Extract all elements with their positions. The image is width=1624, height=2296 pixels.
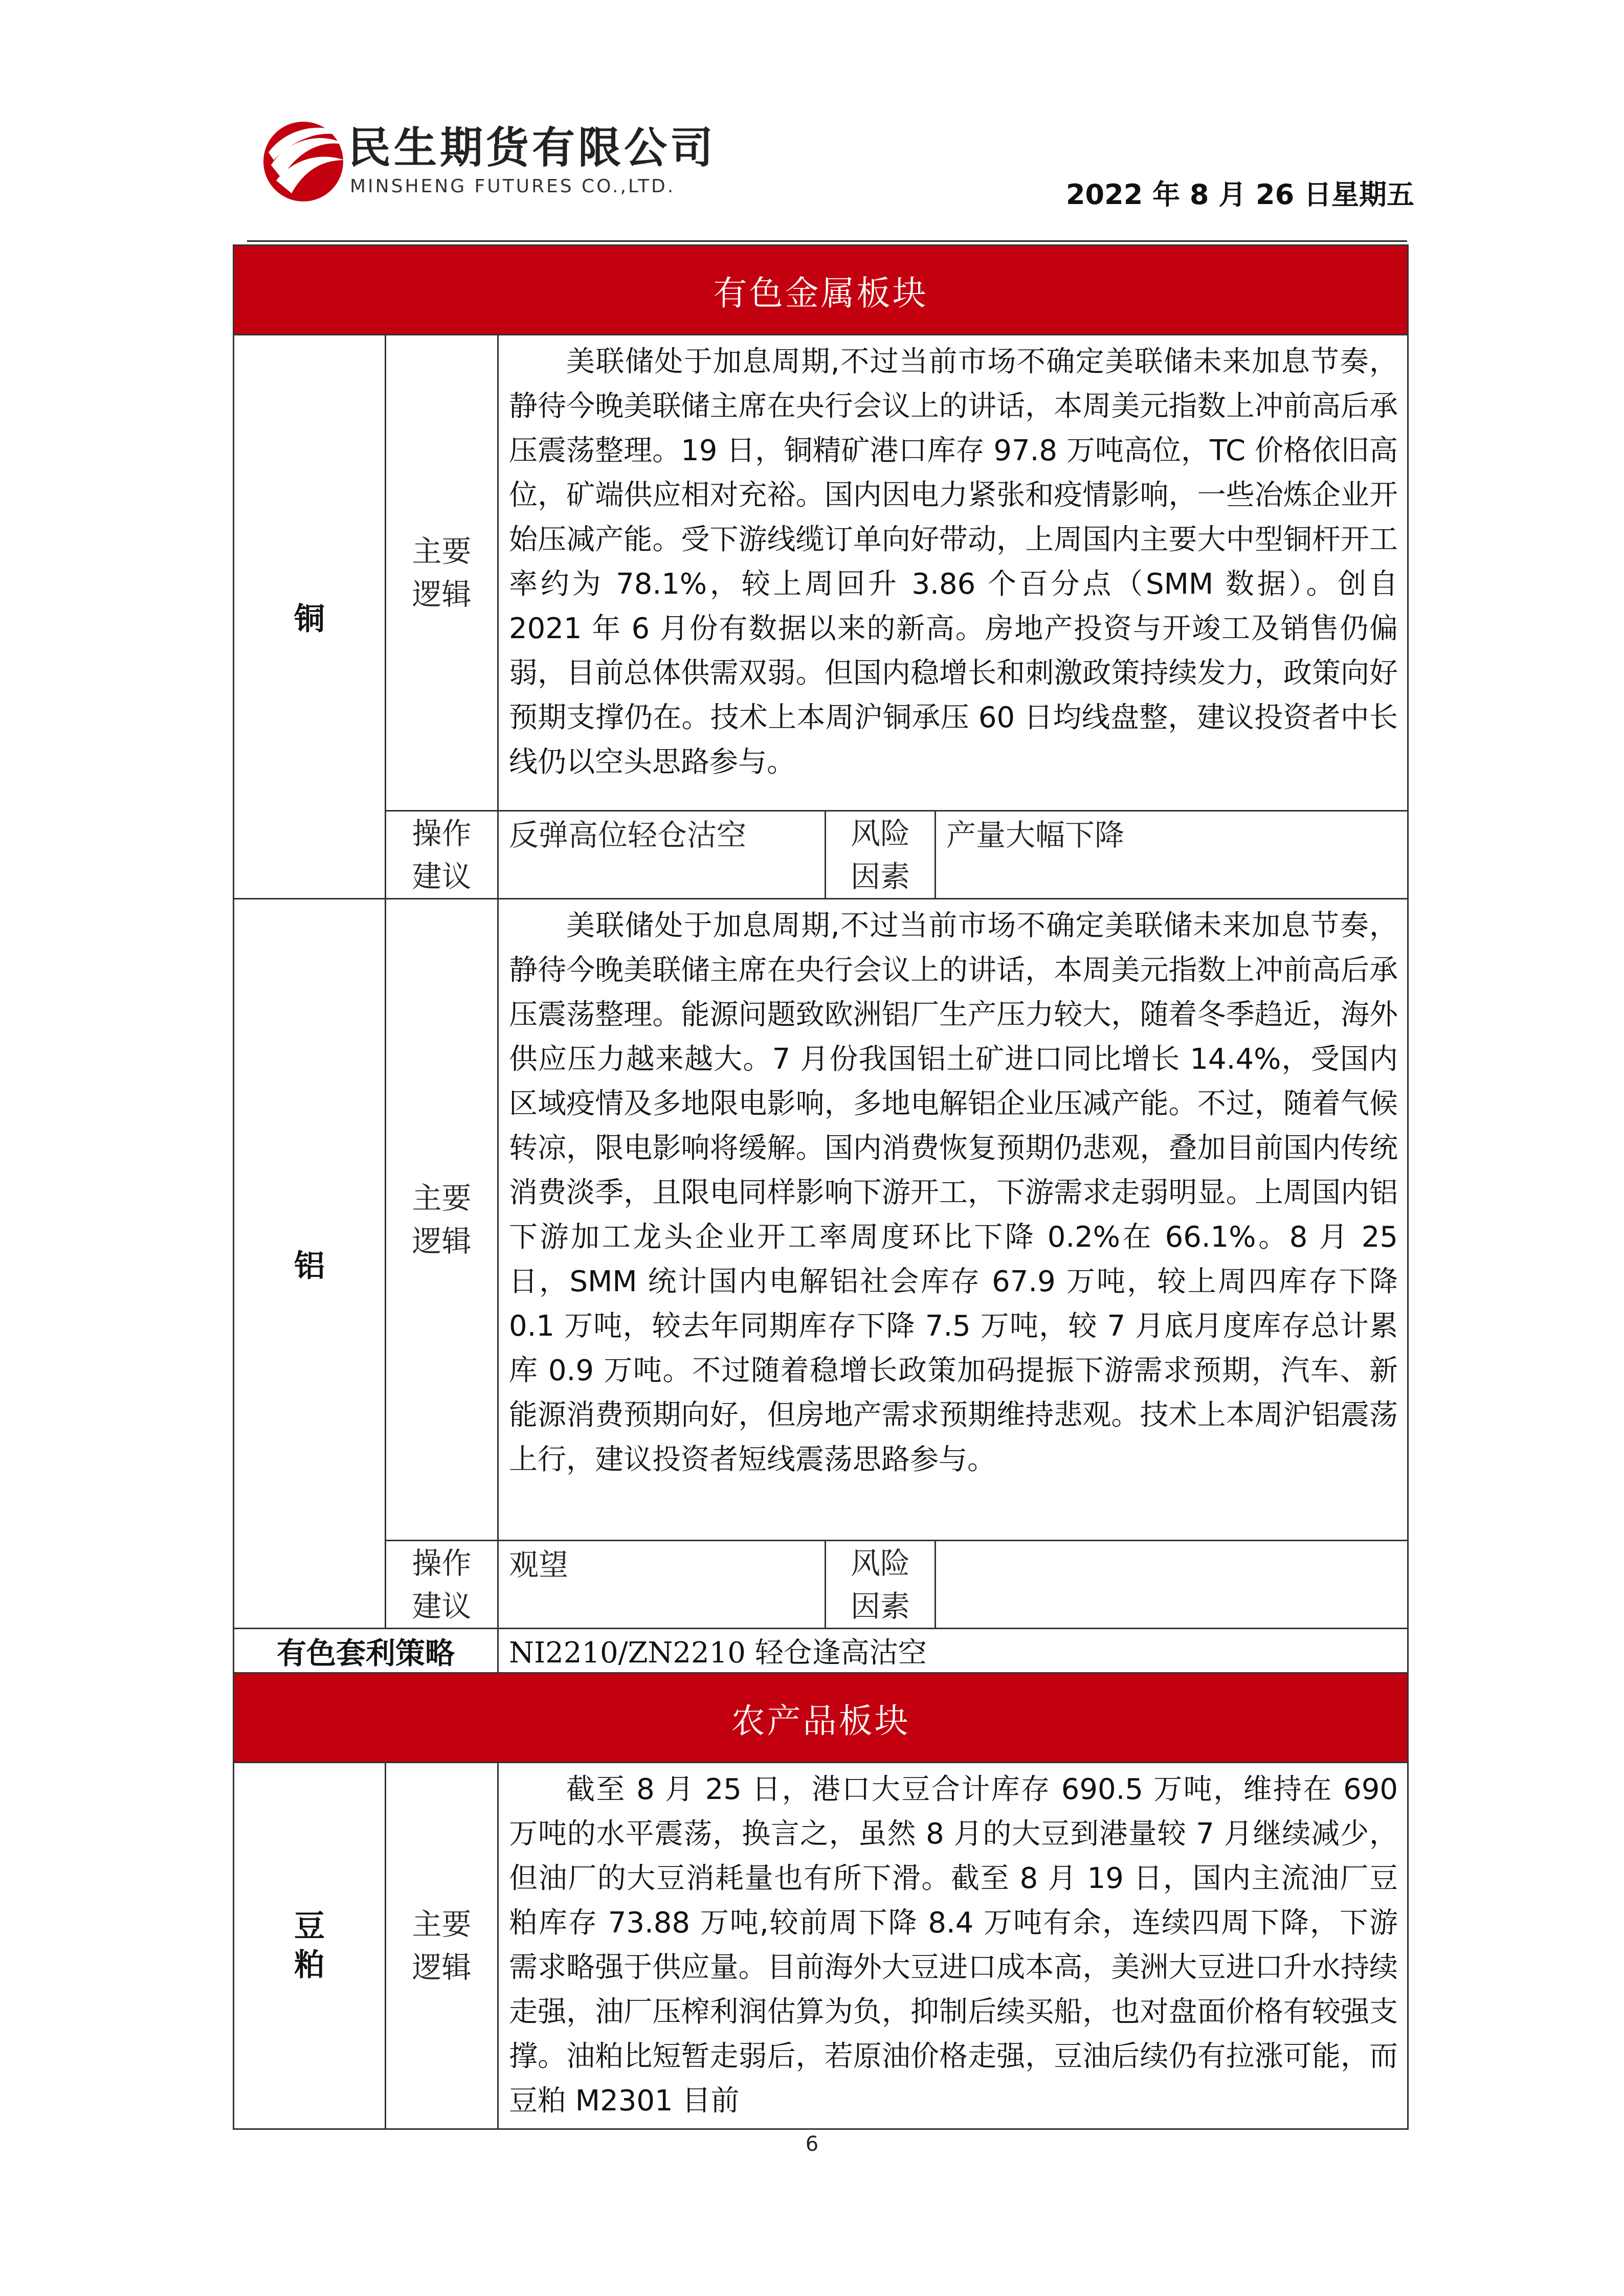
aluminum-risk-value	[936, 1541, 1408, 1629]
copper-risk-value: 产量大幅下降	[936, 811, 1408, 899]
header-rule	[247, 240, 1407, 242]
report-date: 2022 年 8 月 26 日星期五	[1065, 178, 1414, 211]
commodity-name-copper: 铜	[234, 335, 386, 899]
copper-logic-text: 美联储处于加息周期,不过当前市场不确定美联储未来加息节奏，静待今晚美联储主席在央行会议上的讲话，本周美元指数上冲前高后承压震荡整理。19 日，铜精矿港口库存 97.8 万吨高位，TC 价格依旧高位，矿端供应相对充裕。国内因电力紧张和疫情影响，一些冶炼企业开始压减产能。受下游线缆订单向好带动，上周国内主要大中型铜杆开工率约为 78.1%，较上周回升 3.86 个百分点（SMM 数据）。创自 2021 年 6 月份有数据以来的新高。房地产投资与开竣工及销售仍偏弱，目前总体供需双弱。但国内稳增长和刺激政策持续发力，政策向好预期支撑仍在。技术上本周沪铜承压 60 日均线盘整，建议投资者中长线仍以空头思路参与。	[509, 345, 1398, 779]
operation-label: 操作 建议	[386, 1541, 498, 1629]
arbitrage-strategy-value: NI2210/ZN2210 轻仓逢高沽空	[498, 1629, 1408, 1673]
main-logic-label: 主要 逻辑	[386, 1763, 498, 2129]
soymeal-logic-cell	[498, 1763, 1408, 2129]
aluminum-logic-cell	[498, 899, 1408, 1541]
page-header	[0, 0, 1624, 245]
company-name-en: MINSHENG FUTURES CO.,LTD.	[350, 176, 676, 197]
aluminum-operation-value: 观望	[498, 1541, 826, 1629]
page-number: 6	[805, 2132, 819, 2156]
section-header-metals: 有色金属板块	[234, 245, 1408, 335]
soymeal-logic-text: 截至 8 月 25 日，港口大豆合计库存 690.5 万吨，维持在 690 万吨的水平震荡，换言之，虽然 8 月的大豆到港量较 7 月继续减少，但油厂的大豆消耗量也有所下滑。截至 8 月 19 日，国内主流油厂豆粕库存 73.88 万吨,较前周下降 8.4 万吨有余，连续四周下降，下游需求略强于供应量。目前海外大豆进口成本高，美洲大豆进口升水持续走强，油厂压榨利润估算为负，抑制后续买船，也对盘面价格有较强支撑。油粕比短暂走弱后，若原油价格走强，豆油后续仍有拉涨可能，而豆粕 M2301 目前	[509, 1773, 1398, 2118]
copper-operation-value: 反弹高位轻仓沽空	[498, 811, 826, 899]
report-table	[233, 244, 1409, 2130]
risk-label: 风险 因素	[826, 811, 936, 899]
copper-logic-cell	[498, 335, 1408, 811]
company-name-cn: 民生期货有限公司	[348, 123, 717, 173]
operation-label: 操作 建议	[386, 811, 498, 899]
minsheng-logo-icon	[258, 117, 348, 204]
section-header-agri: 农产品板块	[234, 1673, 1408, 1763]
commodity-name-aluminum: 铝	[234, 899, 386, 1629]
main-logic-label: 主要 逻辑	[386, 899, 498, 1541]
commodity-name-soymeal: 豆粕	[234, 1763, 386, 2129]
aluminum-logic-text: 美联储处于加息周期,不过当前市场不确定美联储未来加息节奏，静待今晚美联储主席在央行会议上的讲话，本周美元指数上冲前高后承压震荡整理。能源问题致欧洲铝厂生产压力较大，随着冬季趋近，海外供应压力越来越大。7 月份我国铝土矿进口同比增长 14.4%，受国内区域疫情及多地限电影响，多地电解铝企业压减产能。不过，随着气候转凉，限电影响将缓解。国内消费恢复预期仍悲观，叠加目前国内传统消费淡季，且限电同样影响下游开工，下游需求走弱明显。上周国内铝下游加工龙头企业开工率周度环比下降 0.2%在 66.1%。8 月 25 日，SMM 统计国内电解铝社会库存 67.9 万吨，较上周四库存下降 0.1 万吨，较去年同期库存下降 7.5 万吨，较 7 月底月度库存总计累库 0.9 万吨。不过随着稳增长政策加码提振下游需求预期，汽车、新能源消费预期向好，但房地产需求预期维持悲观。技术上本周沪铝震荡上行，建议投资者短线震荡思路参与。	[509, 909, 1398, 1476]
risk-label: 风险 因素	[826, 1541, 936, 1629]
arbitrage-strategy-label: 有色套利策略	[234, 1629, 498, 1673]
main-logic-label: 主要 逻辑	[386, 335, 498, 811]
